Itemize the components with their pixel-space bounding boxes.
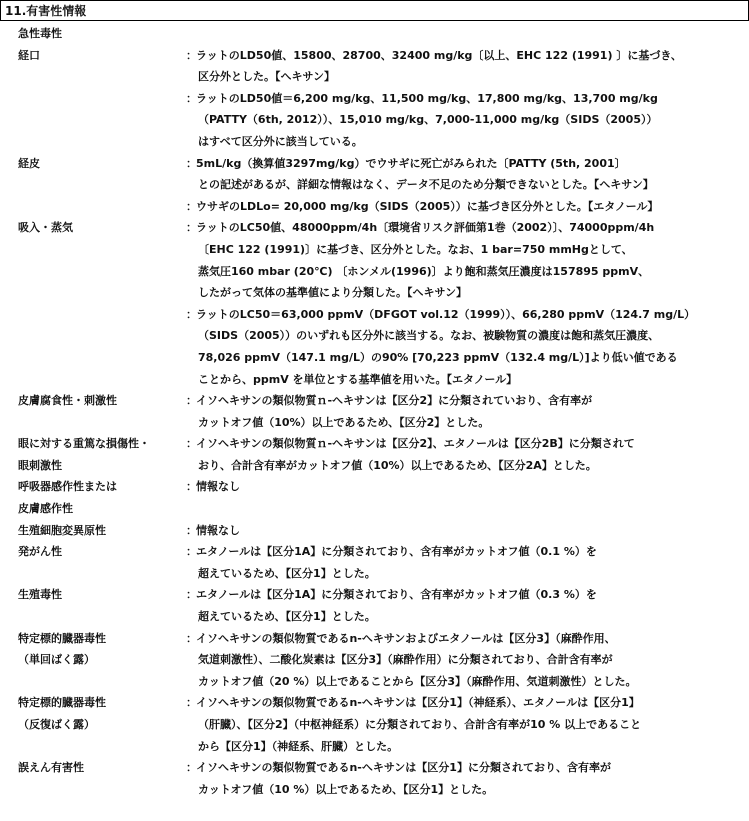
hazard-label bbox=[18, 23, 188, 45]
hazard-row bbox=[0, 628, 749, 693]
hazard-text-line: イソヘキサンの類似物質ｎ-ヘキサンは【区分2】、エタノールは【区分2B】に分類されて bbox=[196, 437, 635, 451]
hazard-label-text: 特定標的臓器毒性 bbox=[18, 631, 106, 645]
hazard-label-text: 急性毒性 bbox=[18, 27, 62, 40]
hazard-text-line: 蒸気圧160 mbar (20℃) 〔ホンメル(1996)〕より飽和蒸気圧濃度は157895 ppmV、 bbox=[198, 264, 650, 278]
hazard-label-text: 誤えん有害性 bbox=[18, 761, 84, 775]
hazard-label-text: 経皮 bbox=[18, 156, 40, 170]
hazard-label-text: （反復ばく露） bbox=[18, 718, 95, 731]
hazard-text-line: ラットのLC50＝63,000 ppmV（DFGOT vol.12（1999））、66,280 ppmV（124.7 mg/L） bbox=[196, 307, 696, 321]
colon-separator: ： bbox=[186, 437, 197, 451]
hazard-label bbox=[18, 520, 188, 542]
colon-separator: ： bbox=[186, 48, 197, 62]
hazard-text-line: から【区分1】（神経系、肝臓）とした。 bbox=[198, 739, 399, 753]
hazard-content bbox=[196, 628, 746, 693]
section-title: 11.有害性情報 bbox=[0, 0, 749, 21]
hazard-label-text: 呼吸器感作性または bbox=[18, 480, 117, 494]
hazard-row bbox=[0, 476, 749, 519]
hazard-row bbox=[0, 433, 749, 476]
hazard-label-text: 生殖細胞変異原性 bbox=[18, 523, 106, 537]
colon-separator: ： bbox=[186, 199, 197, 213]
colon-separator: ： bbox=[186, 761, 197, 775]
hazard-text-line: カットオフ値（20 %）以上であることから【区分3】（麻酔作用、気道刺激性）とした。 bbox=[198, 674, 637, 688]
hazard-text-line: 5mL/kg（換算値3297mg/kg）でウサギに死亡がみられた〔PATTY (5th, 2001〕 bbox=[196, 156, 626, 170]
hazard-label-text: 皮膚腐食性・刺激性 bbox=[18, 394, 117, 408]
hazard-text-line: エタノールは【区分1A】に分類されており、含有率がカットオフ値（0.1 %）を bbox=[196, 545, 597, 559]
hazard-text-line: ラットのLD50値、15800、28700、32400 mg/kg〔以上、EHC 122 (1991) 〕に基づき、 bbox=[196, 48, 682, 62]
hazard-text-line: イソヘキサンの類似物質ｎ-ヘキサンは【区分2】に分類されていおり、含有率が bbox=[196, 394, 593, 408]
hazard-text-line: おり、合計含有率がカットオフ値（10%）以上であるため、【区分2A】とした。 bbox=[198, 458, 597, 472]
hazard-row bbox=[0, 692, 749, 757]
hazard-text-line: エタノールは【区分1A】に分類されており、含有率がカットオフ値（0.3 %）を bbox=[196, 588, 597, 602]
hazard-label-text: 発がん性 bbox=[18, 545, 62, 559]
colon-separator: ： bbox=[186, 221, 197, 235]
hazard-text-line: 区分外とした。【ヘキサン】 bbox=[198, 70, 335, 84]
hazard-row bbox=[0, 45, 749, 153]
hazard-row bbox=[0, 757, 749, 800]
hazard-content bbox=[196, 757, 746, 800]
hazard-text-line: したがって気体の基準値により分類した。【ヘキサン】 bbox=[198, 286, 467, 300]
hazard-label-text: （単回ばく露） bbox=[18, 653, 95, 667]
colon-separator: ： bbox=[186, 631, 197, 645]
hazard-label-text: 吸入・蒸気 bbox=[18, 221, 73, 235]
hazard-label-text: 生殖毒性 bbox=[18, 588, 62, 602]
hazard-text-line: （肝臓）、【区分2】（中枢神経系）に分類されており、合計含有率が10 % 以上であること bbox=[198, 718, 642, 731]
hazard-text-line: 78,026 ppmV（147.1 mg/L）の90% [70,223 ppmV（132.4 mg/L）]より低い値である bbox=[198, 350, 678, 364]
hazard-text-line: （SIDS（2005））のいずれも区分外に該当する。なお、被験物質の濃度は飽和蒸気圧濃度、 bbox=[198, 329, 660, 343]
hazard-label bbox=[18, 217, 188, 239]
hazard-row bbox=[0, 390, 749, 433]
hazard-content bbox=[196, 23, 746, 45]
hazard-label bbox=[18, 153, 188, 175]
hazard-rows bbox=[0, 23, 749, 800]
hazard-row bbox=[0, 23, 749, 45]
hazard-content bbox=[196, 520, 746, 542]
colon-separator: ： bbox=[186, 156, 197, 170]
hazard-text-line: イソヘキサンの類似物質であるn-ヘキサンおよびエタノールは【区分3】（麻酔作用、 bbox=[196, 631, 616, 645]
hazard-text-line: イソヘキサンの類似物質であるn-ヘキサンは【区分1】に分類されており、含有率が bbox=[196, 761, 611, 775]
hazard-text-line: 〔EHC 122 (1991)〕に基づき、区分外とした。なお、1 bar=750 mmHgとして、 bbox=[198, 242, 633, 256]
hazard-text-line: イソヘキサンの類似物質であるn-ヘキサンは【区分1】（神経系）、エタノールは【区分1】 bbox=[196, 696, 640, 710]
hazard-content bbox=[196, 584, 746, 627]
colon-separator: ： bbox=[186, 394, 197, 408]
hazard-row bbox=[0, 217, 749, 390]
hazard-content bbox=[196, 692, 746, 757]
hazard-text-line: 超えているため、【区分1】とした。 bbox=[198, 610, 376, 624]
hazard-label bbox=[18, 757, 188, 779]
hazard-label bbox=[18, 584, 188, 606]
hazard-label-text: 皮膚感作性 bbox=[18, 502, 73, 516]
hazard-content bbox=[196, 433, 746, 476]
hazard-text-line: との記述があるが、詳細な情報はなく、データ不足のため分類できないとした。【ヘキサン】 bbox=[198, 178, 654, 192]
hazard-label-text: 経口 bbox=[18, 48, 40, 62]
hazard-text-line: 気道刺激性）、二酸化炭素は【区分3】（麻酔作用）に分類されており、合計含有率が bbox=[198, 653, 613, 667]
colon-separator: ： bbox=[186, 696, 197, 710]
hazard-row bbox=[0, 541, 749, 584]
hazard-label bbox=[18, 628, 188, 671]
hazard-content bbox=[196, 476, 746, 519]
hazard-label bbox=[18, 390, 188, 412]
hazard-label bbox=[18, 45, 188, 67]
hazard-label-text: 特定標的臓器毒性 bbox=[18, 696, 106, 710]
hazard-content bbox=[196, 217, 746, 390]
hazard-label bbox=[18, 541, 188, 563]
hazard-text-line: 情報なし bbox=[196, 523, 240, 537]
hazard-content bbox=[196, 390, 746, 433]
hazard-label bbox=[18, 692, 188, 735]
hazard-text-line: ラットのLC50値、48000ppm/4h〔環境省リスク評価第1巻（2002）〕、74000ppm/4h bbox=[196, 221, 655, 235]
hazard-content bbox=[196, 153, 746, 218]
hazard-label-text: 眼に対する重篤な損傷性・ bbox=[18, 437, 150, 451]
hazard-text-line: 超えているため、【区分1】とした。 bbox=[198, 566, 376, 580]
hazard-text-line: ことから、ppmV を単位とする基準値を用いた。【エタノール】 bbox=[198, 372, 518, 386]
hazard-label bbox=[18, 433, 188, 476]
hazard-text-line: （PATTY（6th, 2012））、15,010 mg/kg、7,000-11,000 mg/kg（SIDS（2005）） bbox=[198, 113, 658, 127]
hazard-text-line: はすべて区分外に該当している。 bbox=[198, 134, 363, 148]
hazard-row bbox=[0, 153, 749, 218]
hazard-label-text: 眼刺激性 bbox=[18, 458, 62, 472]
colon-separator: ： bbox=[186, 523, 197, 537]
hazard-content bbox=[196, 45, 746, 153]
hazard-row bbox=[0, 520, 749, 542]
colon-separator: ： bbox=[186, 480, 197, 494]
colon-separator: ： bbox=[186, 91, 197, 105]
hazard-text-line: カットオフ値（10%）以上であるため、【区分2】とした。 bbox=[198, 415, 490, 429]
hazard-text-line: ウサギのLDLo= 20,000 mg/kg（SIDS（2005））に基づき区分外とした。【エタノール】 bbox=[196, 199, 659, 213]
hazard-text-line: ラットのLD50値＝6,200 mg/kg、11,500 mg/kg、17,800 mg/kg、13,700 mg/kg bbox=[196, 91, 658, 105]
hazard-label bbox=[18, 476, 188, 519]
hazard-text-line: 情報なし bbox=[196, 480, 240, 494]
hazard-content bbox=[196, 541, 746, 584]
hazard-row bbox=[0, 584, 749, 627]
colon-separator: ： bbox=[186, 588, 197, 602]
colon-separator: ： bbox=[186, 307, 197, 321]
hazard-text-line: カットオフ値（10 %）以上であるため、【区分1】とした。 bbox=[198, 782, 494, 796]
colon-separator: ： bbox=[186, 545, 197, 559]
